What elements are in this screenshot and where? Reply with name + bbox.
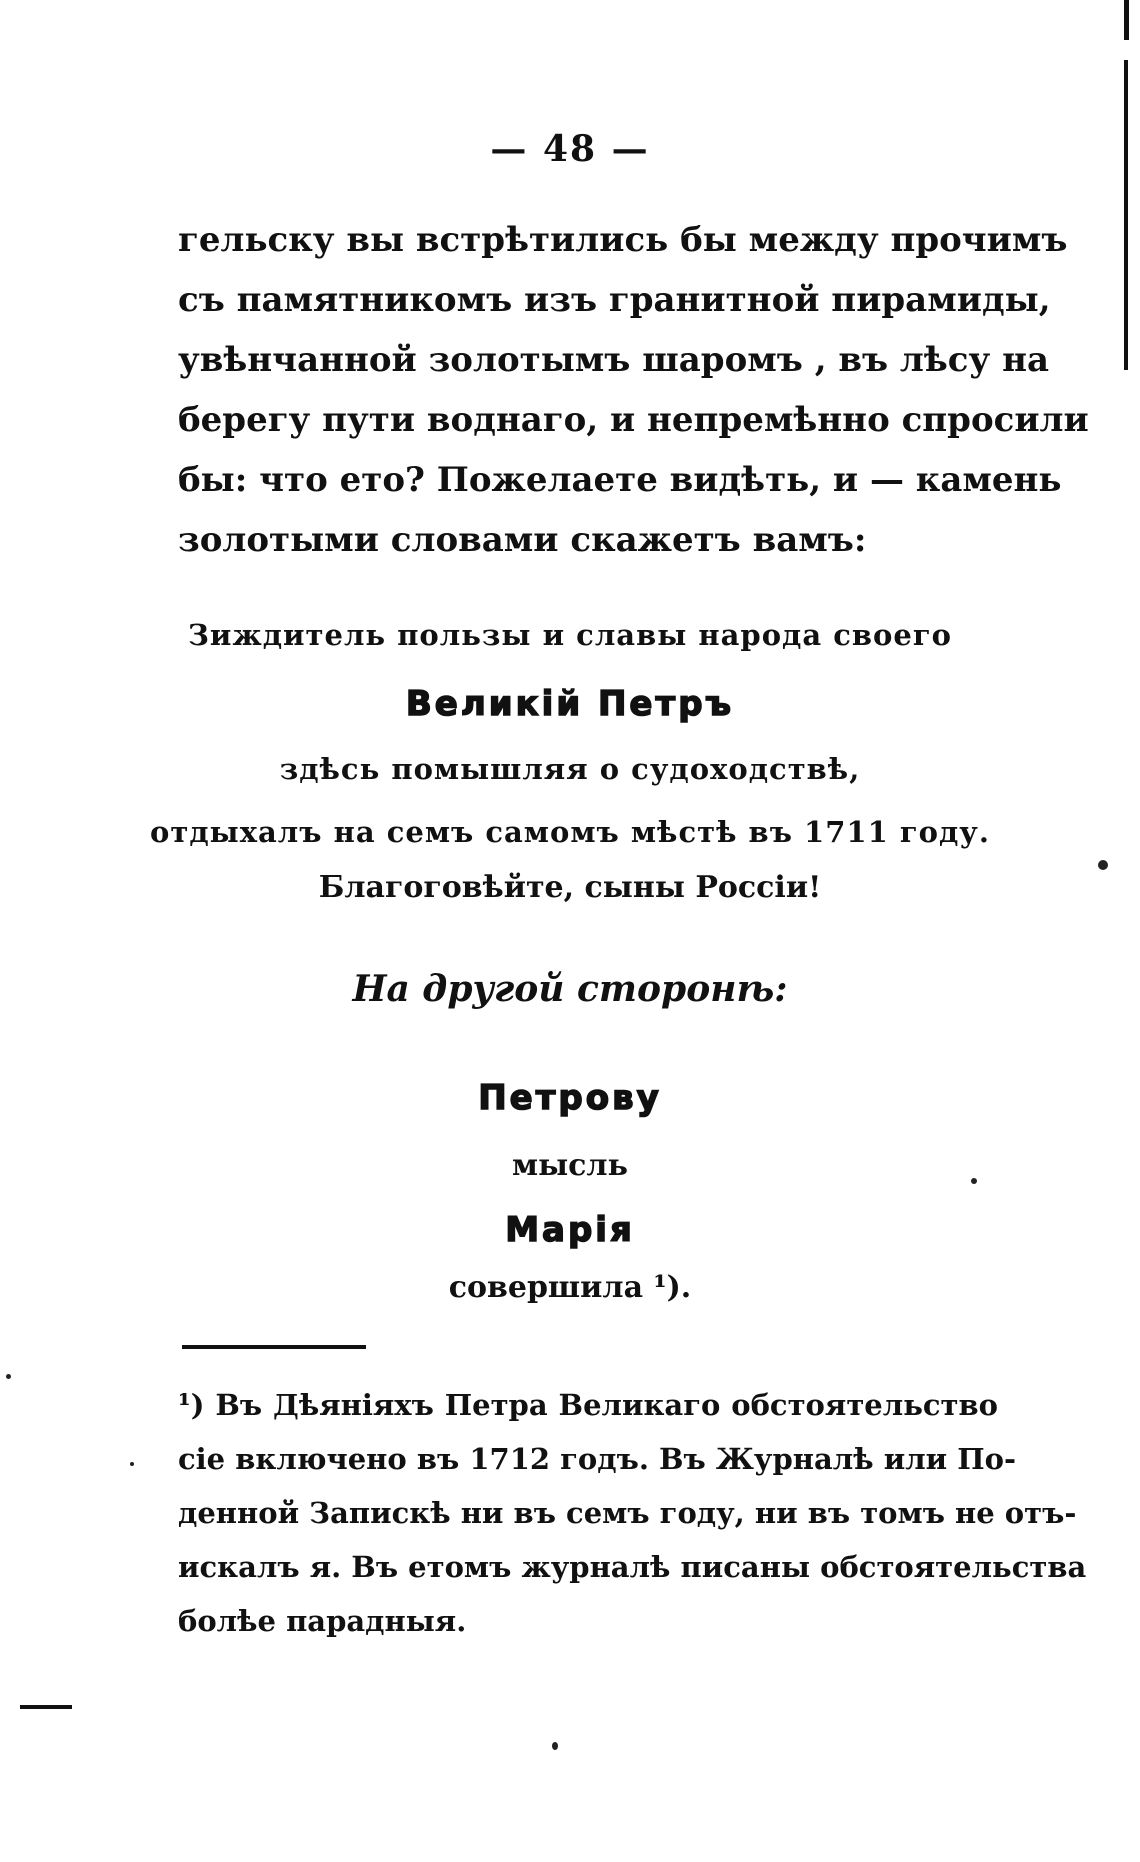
other-side-heading: На другой сторонѣ:	[352, 968, 788, 1010]
scan-edge-mark	[20, 1705, 72, 1709]
scan-edge-mark	[1124, 0, 1129, 40]
body-line: увѣнчанной золотымъ шаромъ , въ лѣсу на	[178, 340, 1050, 380]
scan-speck	[6, 1374, 11, 1379]
footnote-rule	[182, 1345, 366, 1349]
scan-speck	[130, 1462, 134, 1466]
footnote-line: ¹) Въ Дѣяніяхъ Петра Великаго обстоятельство	[178, 1388, 998, 1422]
footnote-line: денной Запискѣ ни въ семъ году, ни въ томъ не отъ-	[178, 1496, 1077, 1530]
inscription-line-5: Благоговѣйте, сыны Россіи!	[318, 870, 822, 905]
page-number: — 48 —	[490, 128, 650, 170]
footnote-line: искалъ я. Въ етомъ журналѣ писаны обстоятельства	[178, 1550, 1087, 1584]
inscription-name-peter: Великій Петръ	[405, 684, 735, 724]
footnote-line: болѣе парадныя.	[178, 1604, 467, 1638]
inscription-line-4: отдыхалъ на семъ самомъ мѣстѣ въ 1711 году.	[150, 815, 990, 849]
other-side-maria: Марія	[505, 1210, 635, 1250]
body-line: гельску вы встрѣтились бы между прочимъ	[178, 220, 1068, 260]
inscription-line-3: здѣсь помышляя о судоходствѣ,	[279, 752, 861, 786]
body-line: берегу пути воднаго, и непремѣнно спросили	[178, 400, 1089, 440]
body-line: бы: что ето? Пожелаете видѣть, и — камень	[178, 460, 1062, 500]
body-line: золотыми словами скажетъ вамъ:	[178, 520, 867, 560]
scan-edge-mark	[1124, 60, 1128, 370]
body-paragraph	[178, 210, 1089, 570]
other-side-sovershila: совершила ¹).	[448, 1270, 692, 1305]
body-line: съ памятникомъ изъ гранитной пирамиды,	[178, 280, 1051, 320]
other-side-petrovu: Петрову	[478, 1078, 662, 1118]
other-side-mysl: мысль	[512, 1148, 628, 1183]
inscription-line-1: Зиждитель пользы и славы народа своего	[188, 618, 952, 652]
footnote	[178, 1378, 1087, 1648]
scan-speck	[1098, 860, 1108, 870]
scan-speck	[971, 1178, 977, 1184]
scan-speck	[552, 1742, 558, 1750]
footnote-line: сіе включено въ 1712 годъ. Въ Журналѣ или По-	[178, 1442, 1017, 1476]
